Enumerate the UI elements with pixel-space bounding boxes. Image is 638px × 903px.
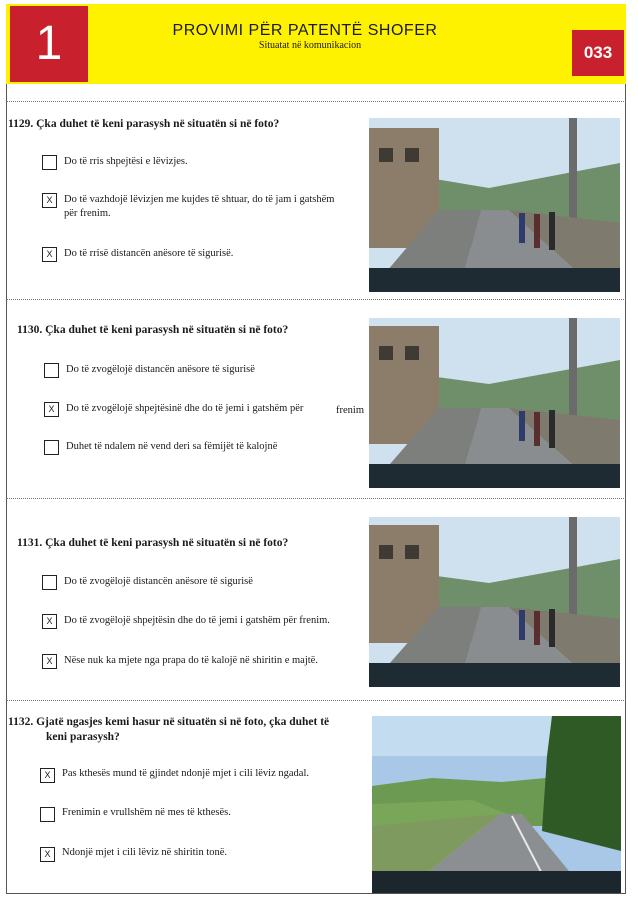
- question-1132: 1132. Gjatë ngasjes kemi hasur në situatën si në foto, çka duhet të: [8, 716, 330, 728]
- answer-option: Duhet të ndalem në vend deri sa fëmijët të kalojnë: [66, 441, 278, 452]
- answer-checkbox[interactable]: [44, 363, 59, 378]
- page-code: 033: [572, 30, 624, 76]
- answer-checkbox[interactable]: X: [42, 614, 57, 629]
- answer-option: Do të zvogëlojë distancën anësore të sigurisë: [66, 364, 255, 375]
- question-1131: 1131. Çka duhet të keni parasysh në situatën si në foto?: [17, 537, 289, 549]
- answer-option: Frenimin e vrullshëm në mes të kthesës.: [62, 807, 231, 818]
- answer-option: Do të rris shpejtësi e lëvizjes.: [64, 156, 188, 167]
- answer-option-continued: për frenim.: [64, 208, 111, 219]
- separator: [6, 101, 626, 102]
- answer-checkbox[interactable]: X: [42, 247, 57, 262]
- situation-photo: [372, 716, 621, 893]
- answer-checkbox[interactable]: [42, 575, 57, 590]
- answer-checkbox[interactable]: X: [42, 193, 57, 208]
- question-1132-continued: keni parasysh?: [46, 731, 120, 743]
- answer-checkbox[interactable]: X: [40, 768, 55, 783]
- answer-checkbox[interactable]: X: [42, 654, 57, 669]
- answer-option: Ndonjë mjet i cili lëviz në shiritin tonë.: [62, 847, 228, 858]
- answer-option: Do të rrisë distancën anësore të sigurisë.: [64, 248, 234, 259]
- answer-checkbox[interactable]: X: [40, 847, 55, 862]
- page-subtitle: Situatat në komunikacion: [258, 40, 362, 51]
- answer-option-tail: frenim: [336, 405, 364, 416]
- answer-checkbox[interactable]: [44, 440, 59, 455]
- situation-photo: [369, 517, 620, 687]
- separator: [6, 700, 626, 701]
- answer-option: Pas kthesës mund të gjindet ndonjë mjet i cili lëviz ngadal.: [62, 768, 309, 779]
- answer-checkbox[interactable]: [40, 807, 55, 822]
- answer-option: Nëse nuk ka mjete nga prapa do të kalojë në shiritin e majtë.: [64, 655, 318, 666]
- section-number: 1: [10, 6, 88, 82]
- page-title: PROVIMI PËR PATENTË SHOFER: [172, 22, 438, 39]
- answer-checkbox[interactable]: X: [44, 402, 59, 417]
- answer-option: Do të zvogëlojë shpejtësinë dhe do të jemi i gatshëm për: [66, 403, 304, 414]
- answer-option: Do të vazhdojë lëvizjen me kujdes të shtuar, do të jam i gatshëm: [64, 194, 335, 205]
- separator: [6, 299, 626, 300]
- question-1129: 1129. Çka duhet të keni parasysh në situatën si në foto?: [8, 118, 280, 130]
- question-1130: 1130. Çka duhet të keni parasysh në situatën si në foto?: [17, 324, 289, 336]
- situation-photo: [369, 318, 620, 488]
- answer-option: Do të zvogëlojë distancën anësore të sigurisë: [64, 576, 253, 587]
- answer-option: Do të zvogëlojë shpejtësin dhe do të jemi i gatshëm për frenim.: [64, 615, 330, 626]
- separator: [6, 498, 626, 499]
- answer-checkbox[interactable]: [42, 155, 57, 170]
- situation-photo: [369, 118, 620, 292]
